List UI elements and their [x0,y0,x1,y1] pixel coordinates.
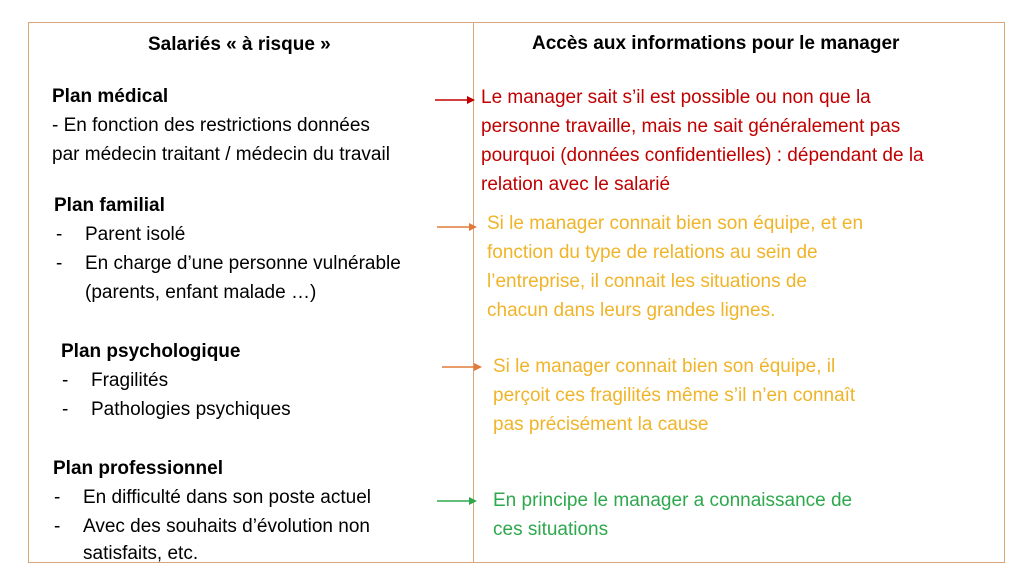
pro-item-2: Avec des souhaits d’évolution non [83,516,370,537]
familial-info-1: Si le manager connait bien son équipe, et en [487,213,864,234]
right-header: Accès aux informations pour le manager [532,33,900,54]
psycho-dash-2: - [62,399,69,420]
arrow-psychologique-icon [442,361,482,373]
familial-info-2: fonction du type de relations au sein de [487,242,818,263]
pro-item-3: satisfaits, etc. [83,543,199,564]
medical-info-1: Le manager sait s’il est possible ou non que la [481,87,871,108]
section-title-psychologique: Plan psychologique [61,341,241,362]
pro-info-2: ces situations [493,519,609,540]
psycho-info-3: pas précisément la cause [493,414,709,435]
pro-dash-2: - [54,516,61,537]
pro-dash-1: - [54,487,61,508]
familial-dash-1: - [56,224,63,245]
section-title-professionnel: Plan professionnel [53,458,223,479]
familial-item-2: En charge d’une personne vulnérable [85,253,401,274]
pro-info-1: En principe le manager a connaissance de [493,490,853,511]
psycho-item-1: Fragilités [91,370,169,391]
familial-dash-2: - [56,253,63,274]
pro-item-1: En difficulté dans son poste actuel [83,487,372,508]
medical-item-1: - En fonction des restrictions données [52,115,370,136]
medical-info-3: pourquoi (données confidentielles) : dépendant de la [481,145,924,166]
familial-info-3: l’entreprise, il connait les situations de [487,271,808,292]
arrow-medical-icon [435,94,475,106]
psycho-info-1: Si le manager connait bien son équipe, il [493,356,836,377]
section-title-familial: Plan familial [54,195,165,216]
familial-item-3: (parents, enfant malade …) [85,282,317,303]
left-header: Salariés « à risque » [148,34,331,55]
medical-info-2: personne travaille, mais ne sait généralement pas [481,116,901,137]
arrow-professionnel-icon [437,495,477,507]
psycho-info-2: perçoit ces fragilités même s’il n’en connaît [493,385,856,406]
familial-info-4: chacun dans leurs grandes lignes. [487,300,776,321]
medical-info-4: relation avec le salarié [481,174,671,195]
psycho-item-2: Pathologies psychiques [91,399,291,420]
psycho-dash-1: - [62,370,69,391]
arrow-familial-icon [437,221,477,233]
familial-item-1: Parent isolé [85,224,186,245]
section-title-medical: Plan médical [52,86,169,107]
medical-item-2: par médecin traitant / médecin du travail [52,144,390,165]
